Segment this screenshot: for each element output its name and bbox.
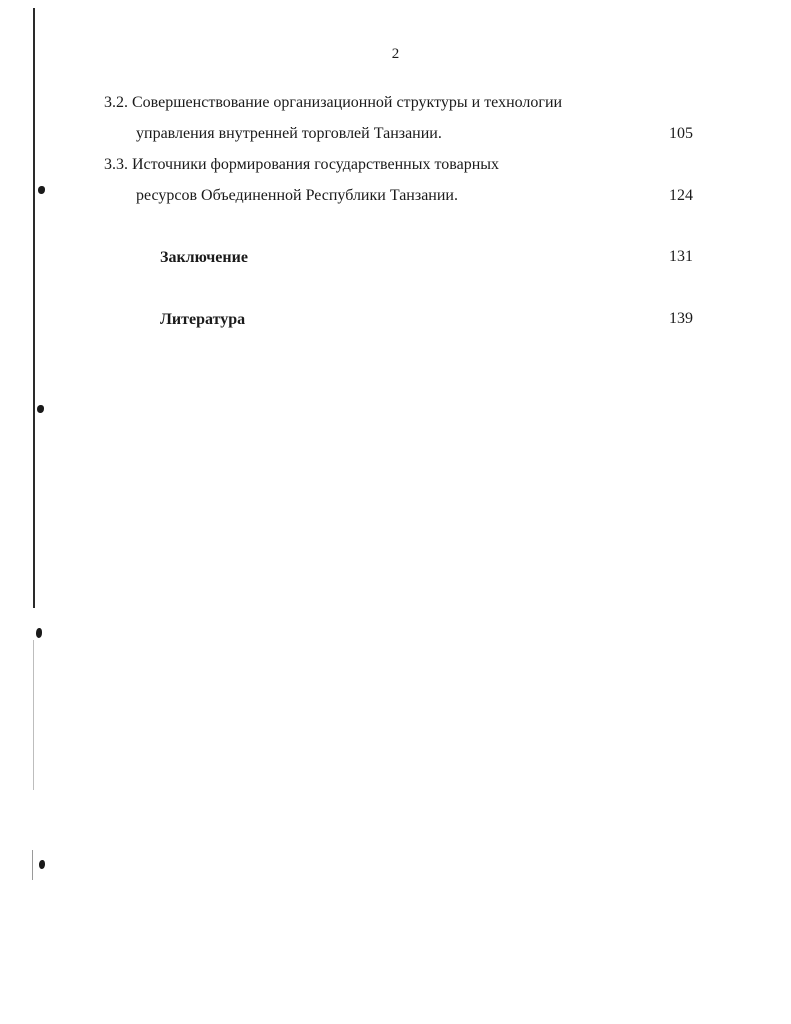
punch-hole-mark — [37, 405, 44, 413]
scan-margin-line-faint — [33, 640, 34, 790]
scan-margin-line-faint — [32, 850, 33, 880]
page-number: 2 — [391, 46, 400, 62]
toc-entry-title: Источники формирования государственных товарных — [132, 156, 500, 173]
toc-entry-title: Совершенствование организационной структуры и технологии — [132, 94, 563, 111]
toc-section-conclusion: Заключение — [160, 249, 248, 266]
toc-entry-page: 124 — [669, 187, 693, 204]
toc-entry-3-3-line1 — [104, 155, 499, 175]
toc-section-page: 139 — [669, 310, 693, 327]
toc-entry-page: 105 — [669, 125, 693, 142]
punch-hole-mark — [38, 186, 45, 194]
toc-entry-3-3-line2: ресурсов Объединенной Республики Танзании. — [136, 187, 458, 204]
punch-hole-mark — [36, 628, 42, 638]
toc-section-page: 131 — [669, 248, 693, 265]
punch-hole-mark — [39, 860, 45, 869]
toc-section-literature: Литература — [160, 311, 246, 328]
toc-entry-3-2-line1 — [104, 93, 562, 113]
toc-entry-number: 3.2. — [104, 94, 128, 111]
toc-entry-number: 3.3. — [104, 156, 128, 173]
scan-margin-line — [33, 8, 35, 608]
toc-entry-3-2-line2: управления внутренней торговлей Танзании. — [136, 125, 442, 142]
